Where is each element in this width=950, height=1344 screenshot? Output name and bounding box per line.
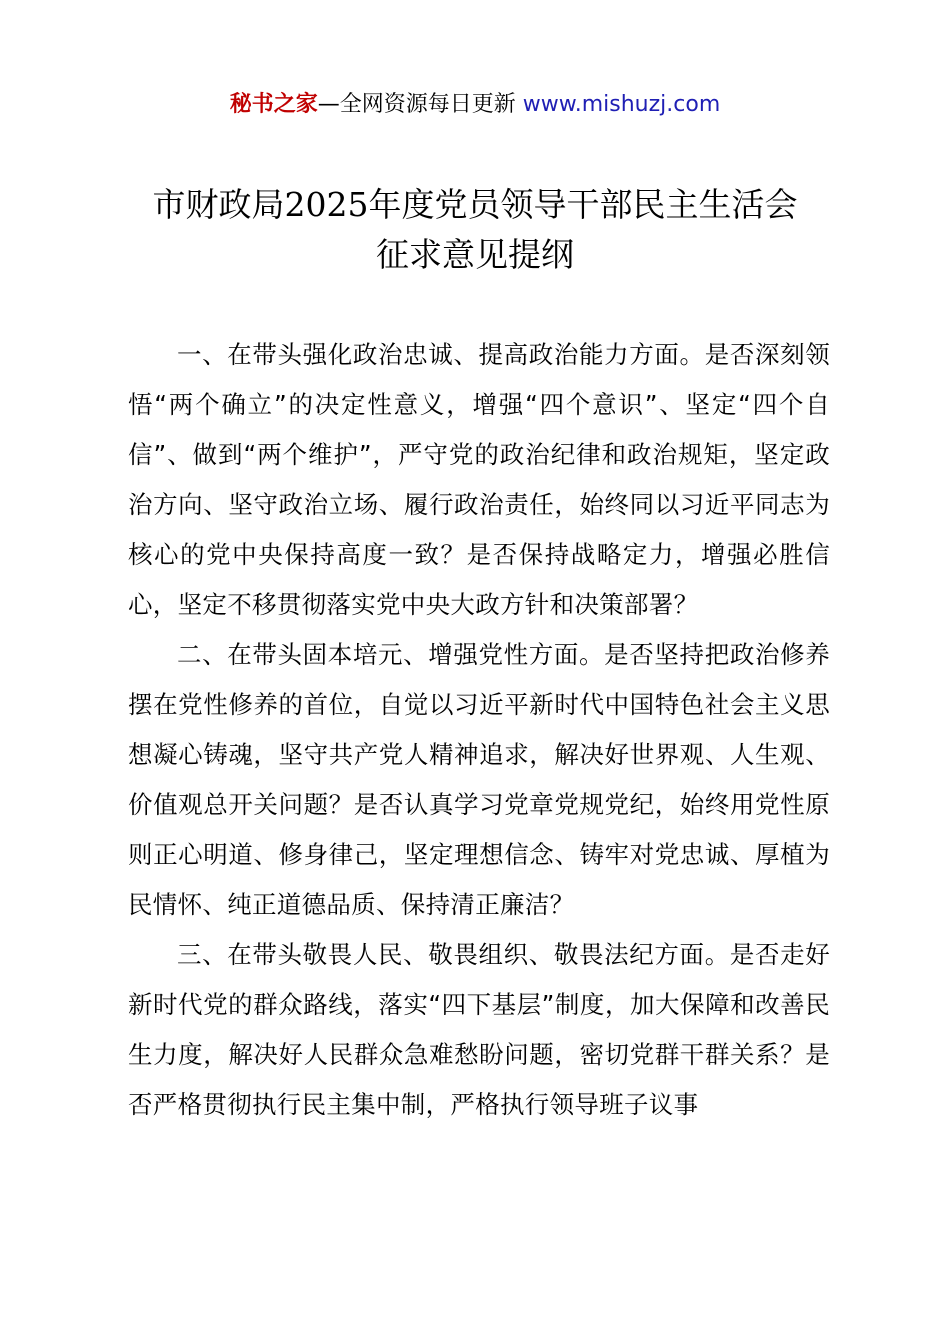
document-body xyxy=(128,330,830,1130)
paragraph-2: 二、在带头固本培元、增强党性方面。是否坚持把政治修养摆在党性修养的首位，自觉以习近平新时代中国特色社会主义思想凝心铸魂，坚守共产党人精神追求，解决好世界观、人生观、价值观总开关问题？是否认真学习党章党规党纪，始终用党性原则正心明道、修身律己，坚定理想信念、铸牢对党忠诚、厚植为民情怀、纯正道德品质、保持清正廉洁？ xyxy=(128,640,830,919)
brand-name: 秘书之家 xyxy=(229,92,318,117)
paragraph-3: 三、在带头敬畏人民、敬畏组织、敬畏法纪方面。是否走好新时代党的群众路线，落实“四下基层”制度，加大保障和改善民生力度，解决好人民群众急难愁盼问题，密切党群干群关系？是否严格贯彻执行民主集中制，严格执行领导班子议事 xyxy=(128,940,830,1119)
title-line-2: 征求意见提纲 xyxy=(376,235,574,274)
site-header xyxy=(0,88,950,122)
title-line-1: 市财政局2025年度党员领导干部民主生活会 xyxy=(152,185,798,224)
site-url-link[interactable]: www.mishuzj.com xyxy=(522,92,721,117)
document-title xyxy=(0,180,950,280)
header-tagline: —全网资源每日更新 xyxy=(317,92,516,117)
paragraph-1: 一、在带头强化政治忠诚、提高政治能力方面。是否深刻领悟“两个确立”的决定性意义，增强“四个意识”、坚定“四个自信”、做到“两个维护”，严守党的政治纪律和政治规矩，坚定政治方向、坚守政治立场、履行政治责任，始终同以习近平同志为核心的党中央保持高度一致？是否保持战略定力，增强必胜信心，坚定不移贯彻落实党中央大政方针和决策部署？ xyxy=(128,340,830,619)
